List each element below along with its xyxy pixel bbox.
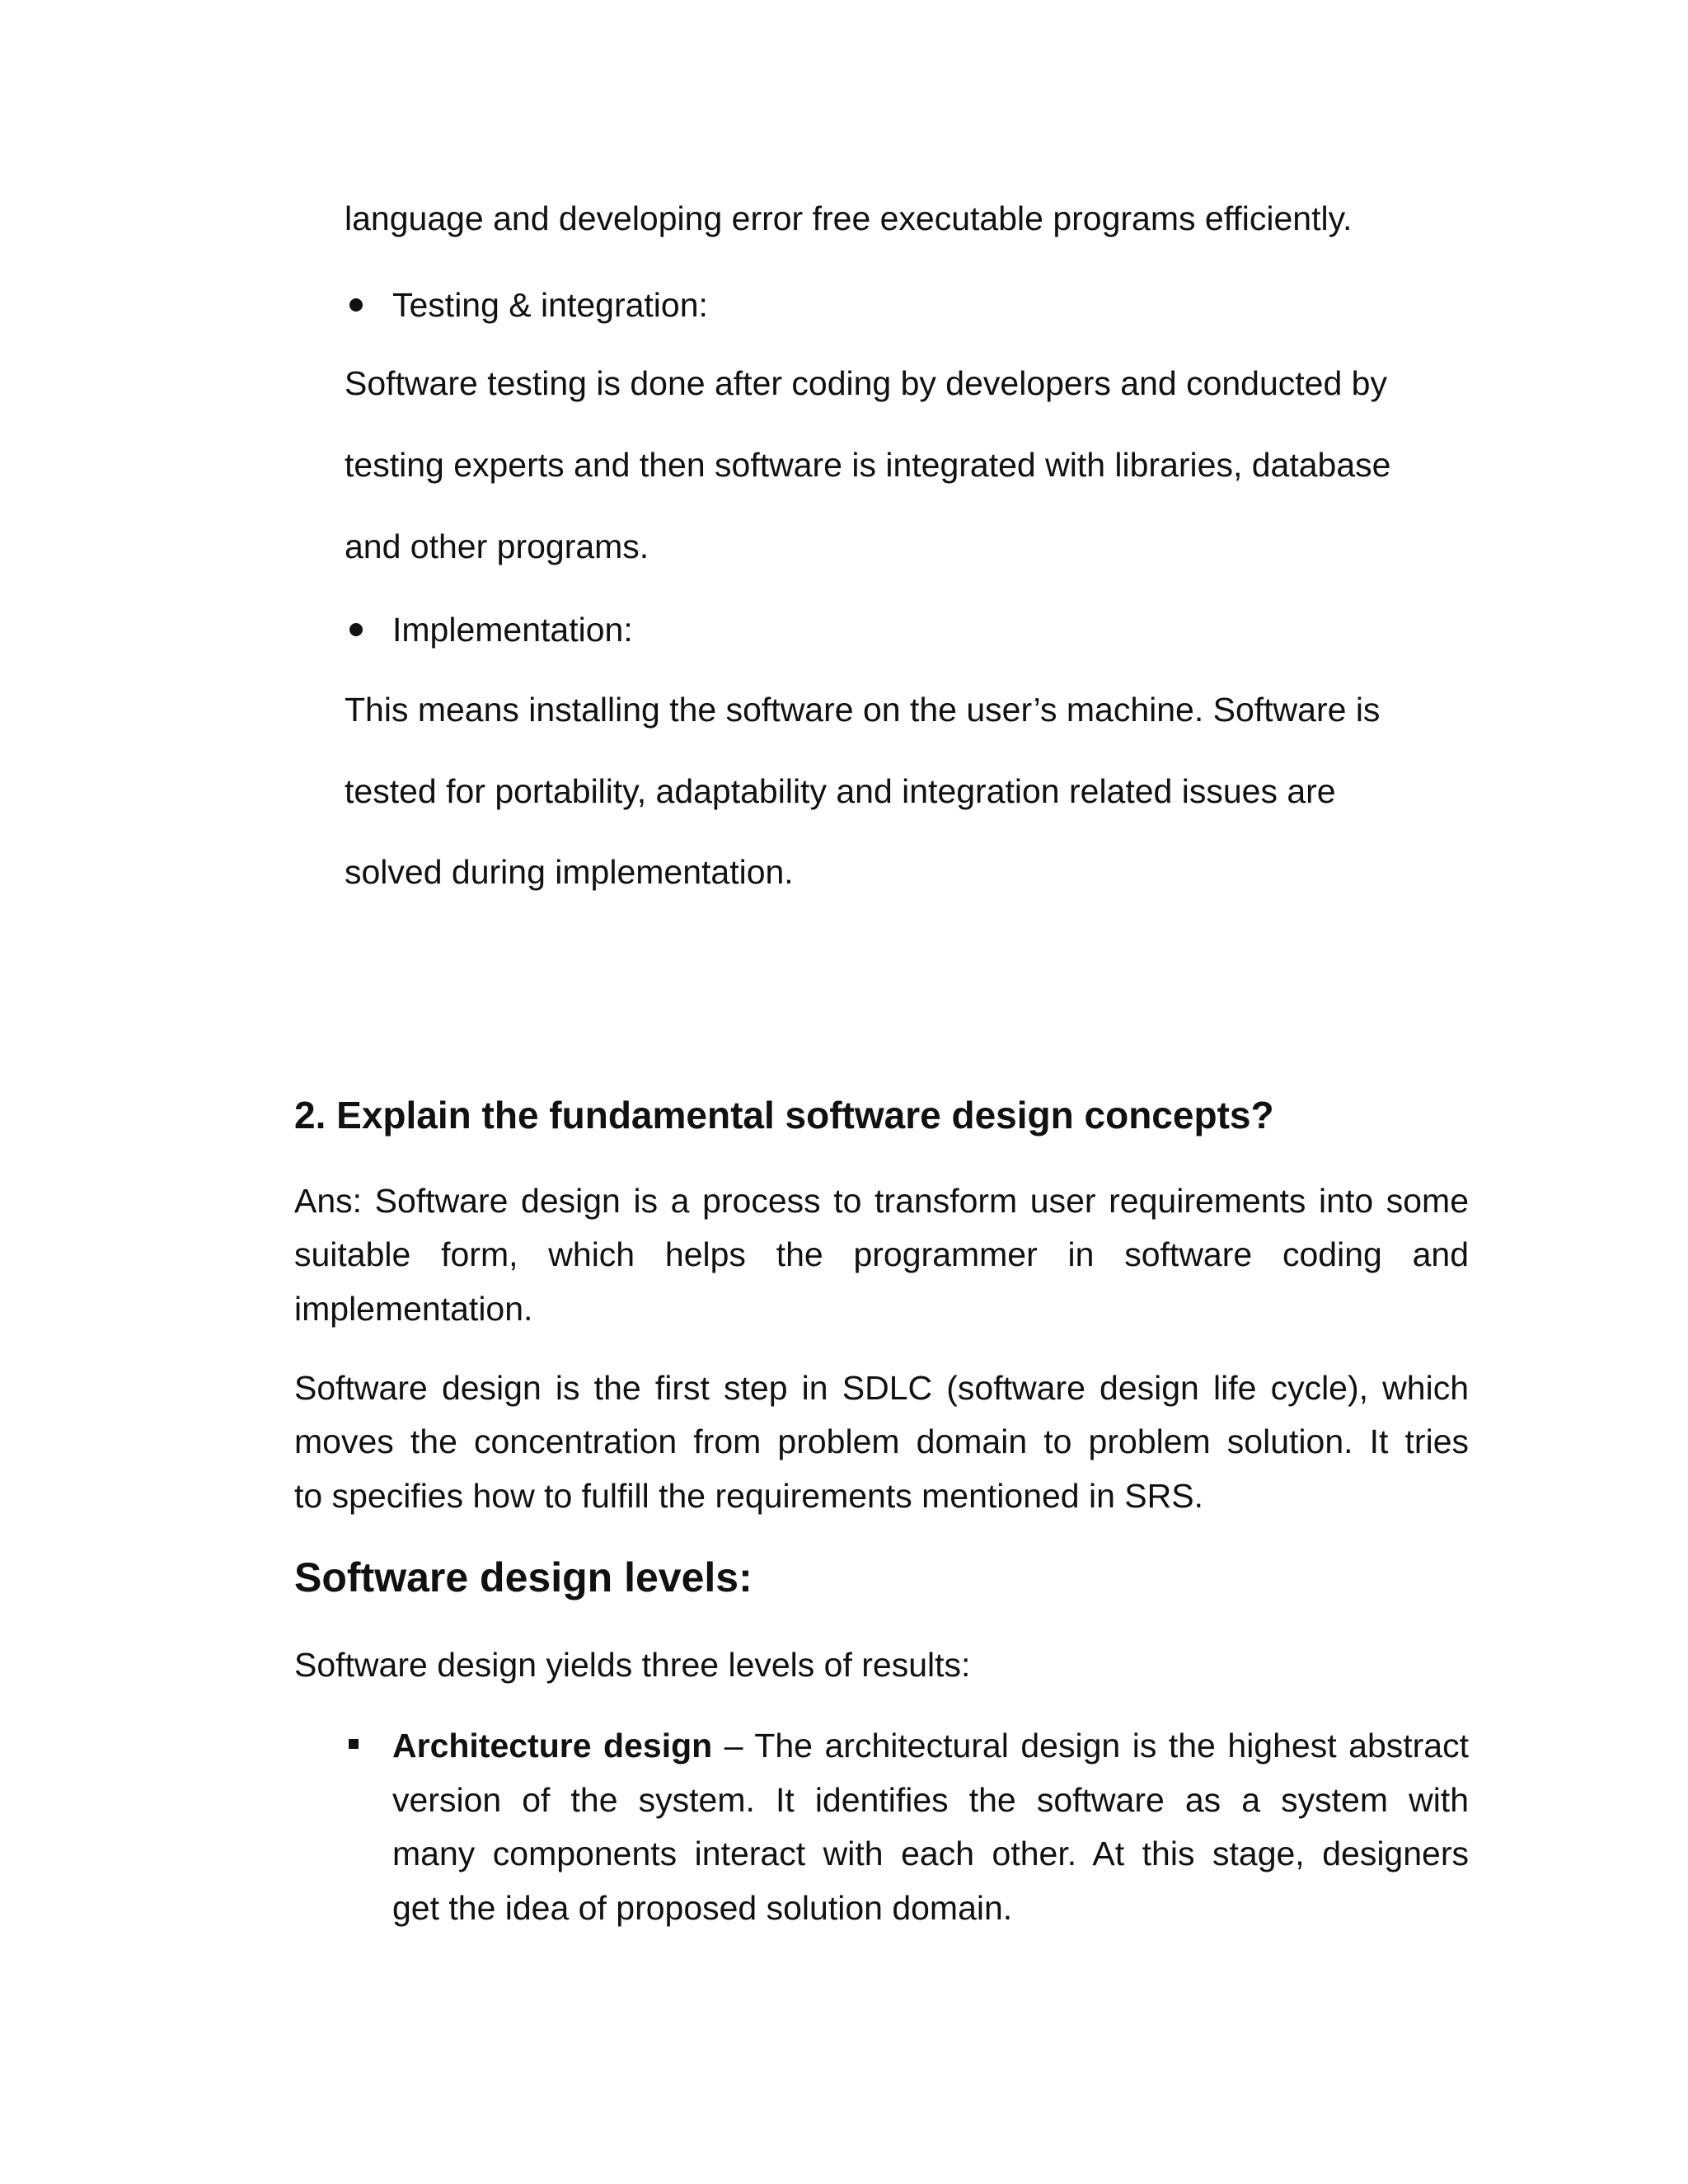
testing-line-1: Software testing is done after coding by developers and conducted by bbox=[345, 364, 1387, 402]
answer-line-3: implementation. bbox=[294, 1290, 533, 1328]
design-levels-heading: Software design levels: bbox=[294, 1554, 753, 1601]
implementation-line-1: This means installing the software on the user’s machine. Software is bbox=[345, 691, 1381, 729]
testing-heading: Testing & integration: bbox=[392, 286, 708, 324]
architecture-term: Architecture design bbox=[392, 1727, 713, 1765]
testing-line-3: and other programs. bbox=[345, 527, 649, 565]
architecture-line-1 bbox=[392, 1725, 1469, 1766]
implementation-line-2: tested for portability, adaptability and integration related issues are bbox=[345, 772, 1336, 810]
architecture-line-4: get the idea of proposed solution domain. bbox=[392, 1889, 1013, 1927]
para2-line-1: Software design is the first step in SDLC (software design life cycle), which bbox=[294, 1369, 1469, 1407]
para2-line-2: moves the concentration from problem domain to problem solution. It tries bbox=[294, 1422, 1469, 1460]
implementation-line-3: solved during implementation. bbox=[345, 853, 794, 891]
testing-line-2: testing experts and then software is integrated with libraries, database bbox=[345, 446, 1391, 484]
architecture-line-1-rest: – The architectural design is the highest abstract bbox=[712, 1727, 1469, 1765]
architecture-line-2: version of the system. It identifies the software as a system with bbox=[392, 1781, 1469, 1819]
design-levels-intro: Software design yields three levels of results: bbox=[294, 1646, 971, 1684]
coding-tail-text: language and developing error free executable programs efficiently. bbox=[345, 199, 1353, 237]
bullet-dot-icon bbox=[349, 298, 363, 312]
implementation-heading: Implementation: bbox=[392, 611, 633, 649]
para2-line-3: to specifies how to fulfill the requirements mentioned in SRS. bbox=[294, 1477, 1203, 1515]
bullet-dot-icon bbox=[349, 623, 363, 636]
answer-line-1: Ans: Software design is a process to transform user requirements into some bbox=[294, 1182, 1469, 1220]
answer-line-2: suitable form, which helps the programmer in software coding and bbox=[294, 1235, 1469, 1273]
architecture-line-3: many components interact with each other. At this stage, designers bbox=[392, 1835, 1469, 1872]
question-2-title: 2. Explain the fundamental software design concepts? bbox=[294, 1094, 1274, 1137]
square-bullet-icon bbox=[349, 1739, 359, 1749]
